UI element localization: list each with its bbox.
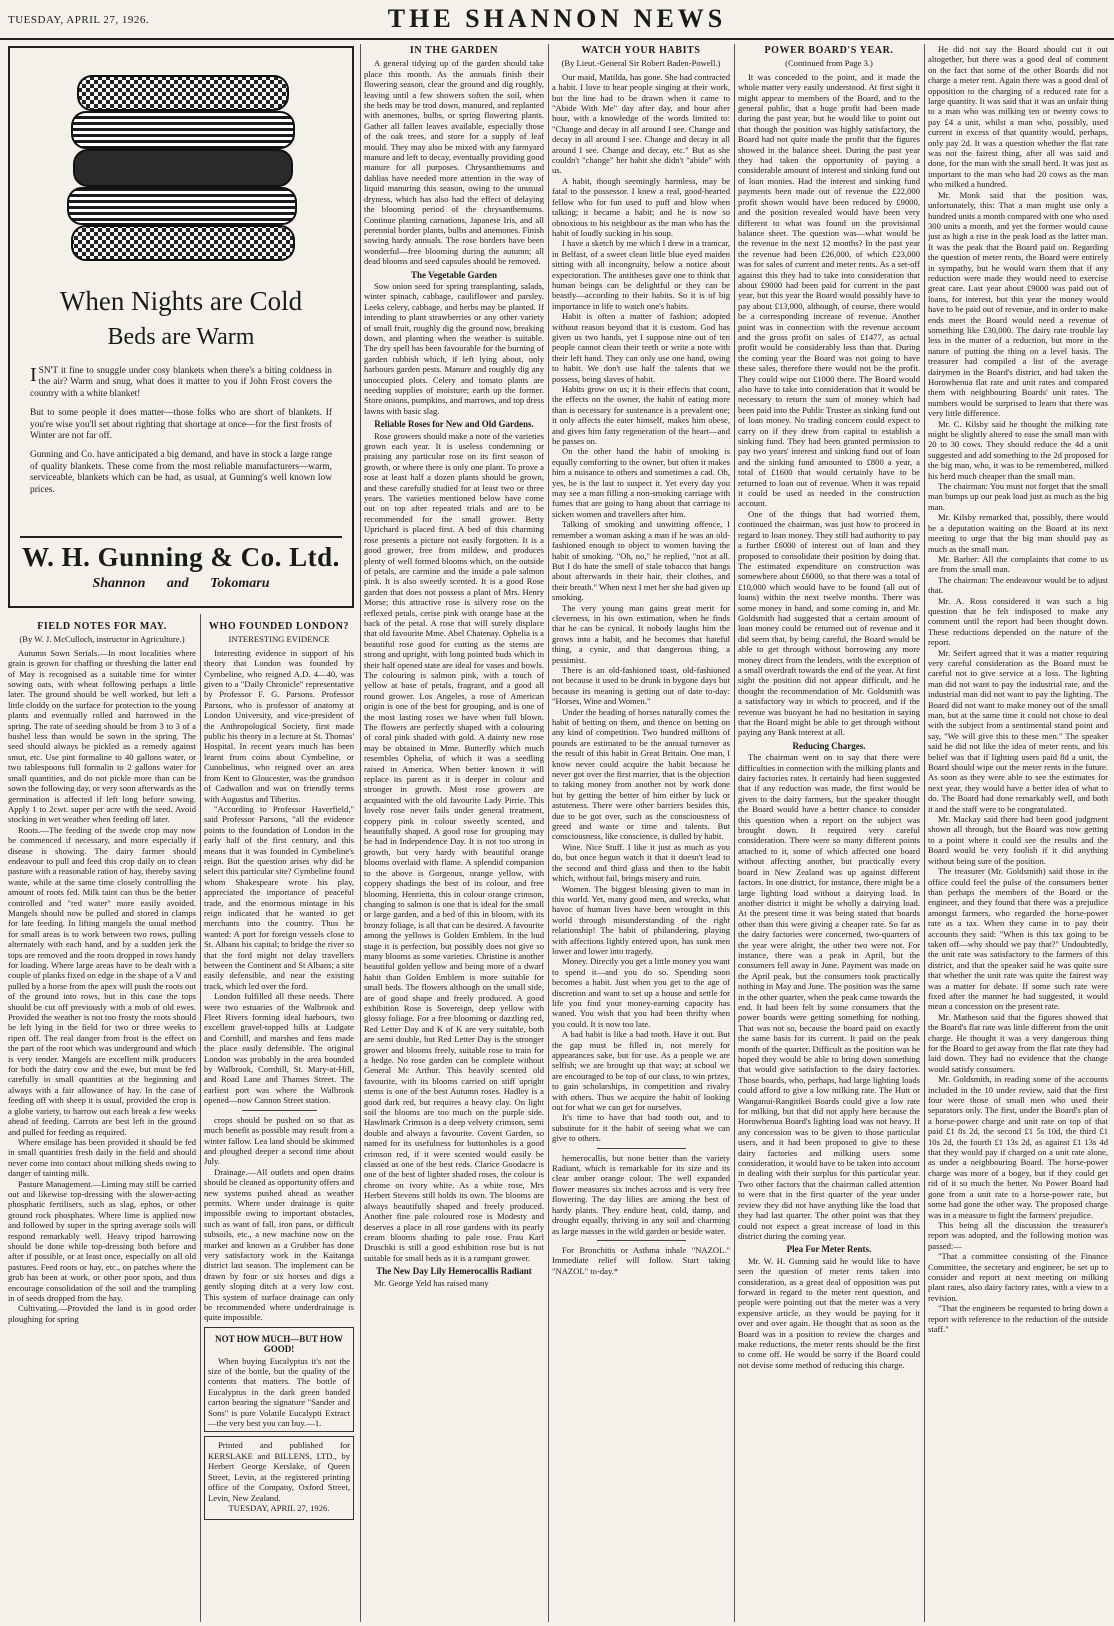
paragraph: London fulfilled all these needs. There were two estuaries of the Walbrook and Fleet Rivers forming ideal harbours, two excellent gravel-topped hills at Ludgate and Cornhill, and marshes and fens made the place easily defensible. The original London was probably in the area bounded by Walbrook, Cornhill, St. Mary-at-Hill, and Road Lane and Thames Street. The earliest port was where the Walbrook opened—now Cannon Street station. — [204, 991, 354, 1106]
paragraph: "That the engineers be requested to bring down a report with reference to the reduction of the outside staff." — [928, 1303, 1108, 1334]
ad-divider — [20, 536, 342, 538]
paragraph: Cultivating.—Provided the land is in good order ploughing for spring — [8, 1303, 196, 1324]
habits-column — [552, 44, 730, 1622]
meter-rents-text: Mr. W. H. Gunning said he would like to have seen the question of meter rents taken into consideration, as a great deal of opposition was put forward in regard to the meter rent question, and people were pointing out that the meter was a very expensive article, as they would be paying for it over and over again. He thought that as soon as the Board was in a position to review the charges and make reductions, the meter rents should be the first to come off. He would be sorry if the Board could not devise some method of reducing this charge. — [738, 1255, 920, 1370]
paragraph: Mr. Mackay said there had been good judgment shown all through, but the Board was now getting to a point where it could see the results and the Board would be very foolish if it did anything without being sure of the position. — [928, 814, 1108, 866]
column-rule — [734, 44, 735, 1622]
ad-paragraph: Gunning and Co. have anticipated a big demand, and have in stock a large range of quality blankets. These come from the most reliable manufacturers—warm, serviceable, blankets which can be had, as usual, at Gunning's well known low prices. — [30, 450, 332, 495]
paragraph: The chairman: The endeavour would be to adjust that. — [928, 574, 1108, 596]
ad-company-name: W. H. Gunning & Co. Ltd. — [22, 542, 340, 572]
issue-date: TUESDAY, APRIL 27, 1926. — [8, 14, 150, 26]
paragraph: Mr. C. Kilsby said he thought the milking rate might be slightly altered to ease the small man with 20 to 30 cows. They should reduce the 4d a unit suggested and add something to the 2d proposed for the big man, who, it was to be remembered, milked his herd much cheaper than the small man. — [928, 418, 1108, 481]
ad-body — [30, 366, 332, 504]
who-founded-heading: WHO FOUNDED LONDON? — [208, 621, 350, 632]
paragraph: Money. Directly you get a little money you want to spend it—and you do so. Spending soon becomes a habit. Just when you get to the age of discretion and want to set up a house and settle for life you find your money-earning capacity has waned. You wish that you had been thrifty when you could. It is now too late. — [552, 956, 730, 1029]
column-rule — [360, 44, 361, 1622]
power-board-continued-note: (Continued from Page 3.) — [785, 58, 873, 69]
roses-heading: Reliable Roses for New and Old Gardens. — [374, 419, 534, 430]
reducing-charges-body — [738, 752, 920, 1241]
eucalyptus-heading: NOT HOW MUCH—BUT HOW GOOD! — [215, 1333, 343, 1355]
habits-body — [552, 72, 730, 1144]
paragraph: A habit, though seemingly harmless, may be fatal to the possessor. I knew a real, good-hearted fellow who for fun used to puff and blow when talking; it became a habit; and he is now so obnoxious to his neighbour as the man who has the habit of loudly sucking in his soup. — [552, 175, 730, 238]
paragraph: Rose growers should make a note of the varieties grown each year. It is useless condemning or praising any particular rose on its first season of growth, or where there is only one plant. To prove a rose at least half a dozen plants should be grown, and these carefully studied for at least two or three years. The varieties mentioned below have come out on top after repeated trials and are to be recommended for the small grower. Betty Uprichard is placed first. A bed of this charming rose presents a picture not easily forgotten. It is a good grower, free from mildew, and produces plenty of well formed blooms which, on the outside of petals, are carmine and the inside a pale salmon pink. It is also sweetly scented. It is a good Rose garden that does not possess a plant of Mrs. Henry Morse; this attractive rose is silvery rose on the reflexed petals, cerise pink with orange base at the back of the petal. A rose that will surely displace that old favourite Mme. Abel Chatenay. Ophelia is a beautiful rose good for cutting as the stems are strong and upright, with long pointed buds which in their half opened state are ideal for vases and bowls. The colouring is salmon pink, with a touch of yellow at base of petals, fragrant, and a good all round grower. Los Angeles, a rose of American origin is one of the best for grouping, and is one of the most lasting roses we have when full blown. The flowers are perfectly shaped with a colouring of coral pink shaded with gold. A dainty new rose may be obtained in Mme. Butterfly which much resembles Ophelia, of which it was a seedling raised in America. When better known it will replace its parent as it is deeper in colour and stronger in growth. Most rose growers are acquainted with the old favourite Lady Pirrie. This lovely rose never fails under general treatment, coppery pink in colour sweetly scented, and beautifully shaped. A good rose for grouping may be had in Independence Day. It is not too strong in growth, but very hardy with beautiful orange blooms overlaid with flame. A splendid companion to the above is Gorgeous, orange yellow, with coppery shadings the best of its colour, and free blooming. Henrietta, this in colour orange crimson, changing to salmon is one that is ideal for the small or large garden, and a bed of this in bloom, with its bronzy foliage, is all that can be desired. A favourite among the yellows is Golden Emblem. In the bud stage it is perfection, but possibly does not give so many blooms as some varieties. Christine is another beautiful golden yellow and being more of a dwarf habit than Golden Emblem is more suitable for small beds. The flowers although on the small side, are of good shape and freely produced. A good exhibition Rose is Sovereign, deep yellow with glossy foliage. For a free blooming or dazzling red, Red Letter Day and K of K are very suitable, both are semi double, but Red Letter Day is the stronger grower and blooms freely, suitable rose to train for a hedge. No rose garden can be complete without General Mc Arthur. This heavily scented old favourite, with its blooms carried on stiff upright stems is one of the best Autumn roses. Hadley is a good dark red, but requires a heavy clay. On light soil the blooms are too much on the purple side. Hawlmark Crimson is a deep velvety crimson, semi double and always a favourite. Covent Garden, so named for its usefulness for buttonholes is a good crimson red, if it were scented would easily be classed as one of the best reds. Clarice Goodacre is one of the best of lighter shaded roses, the colour is chrome on ivory white. As a white rose, Mrs Herbert Stevens still holds its own. The blooms are always beautifully shaped and freely produced. Another fine pale coloured rose is Modesty and deserves a place in all rose gardens with its pearly cream blooms shading to pale rose. Frau Karl Druschki is still a good exhibition rose but is not suitable for small beds as it is a rampant grower. — [364, 430, 544, 1263]
paragraph: Mr. Goldsmith, in reading some of the accounts included in the 10 under review, said that the first four were those of small men who used their separators only. The first, under the Board's plan of a horse-power charge and unit rate on top of that paid £1 8s 2d, the second £1 5s 10d, the third £1 10s 2d, the fourth £1 13s 2d, as against £1 13s 4d that they would pay if charged on a unit rate alone, as under a neighbouring Board. The horse-power charge was more of a bogey, but if they could get rid of it so much the better. No Power Board had gone from a unit rate to a horse-power rate, but some had gone the other way. The proposed charge was in a measure to fight the farmers' prejudice. — [928, 1074, 1108, 1220]
paragraph: Our maid, Matilda, has gone. She had contracted a habit. I love to hear people singing at their work, but the line had to be drawn when it came to "Abide With Me" day after day, and hour after hour, with a knowledge of the words limited to: "Change and decay in all around I see. Change and decay in all around I see. Change and decay in all around I see. Change and decay, etc." But as she couldn't "change" her habit she didn't "abide" with us. — [552, 71, 730, 176]
section-divider — [597, 1240, 686, 1241]
paragraph: This being all the discussion the treasurer's report was adopted, and the following motion was passed:— — [928, 1219, 1108, 1251]
paragraph: Habit is often a matter of fashion; adopted without reason beyond that it is custom. God has given us two hands, yet I suppose nine out of ten people cannot clean their teeth or write a note with their left hand. They can only use one hand, owing to habit. We don't use half the talents that we possess, being slaves of habit. — [552, 311, 730, 384]
paragraph: Talking of smoking and unwitting offence, I remember a woman asking a man if he was an old-fashioned enough to object to women having the habit of smoking. "Oh, no," he replied, "not at all. But I do hate the smell of stale tobacco that hangs about afterwards in their hair, their clothes, and their breath." When next I met her she had given up smoking. — [552, 519, 730, 603]
power-board-body — [738, 72, 920, 738]
newspaper-title: THE SHANNON NEWS — [387, 4, 727, 33]
paragraph: The very young man gains great merit for cleverness, in his own estimation, when he finds that he can be cynical. It nobody laughs him the grows into a habit, and he becomes that hateful thing, a cynic, and that dangerous thing, a pessimist. — [552, 602, 730, 665]
blanket-advertisement — [8, 46, 354, 608]
eucalyptus-text: When buying Eucalyptus it's not the size of the bottle, but the quality of the contents that matters. The bottle of Eucalyptus in the dark green banded carton bearing the signature "Sander and Sons" is pure Volatile Eucalypti Extract—the very best you can buy.—1. — [208, 1355, 350, 1429]
garden-body — [364, 58, 544, 266]
paragraph: It's time to have that bad tooth out, and to substitute for it the habit of seeing what we can give to others. — [552, 1112, 730, 1144]
nazol-notice: For Bronchitis or Asthma inhale "NAZOL." Immediate relief will follow. Start taking "NAZOL" to-day.* — [552, 1244, 730, 1276]
ad-paragraph: But to some people it does matter—those folks who are short of blankets. If you're wise you'll set about righting that shortage at once—for the first frosts of Winter are not far off. — [30, 408, 332, 442]
power-board-continued-column — [928, 44, 1108, 1622]
imprint-text: Printed and published for KERSLAKE and BILLENS, LTD., by Herbert George Kerslake, of Queen Street, Levin, at the registered printing office of the Company, Oxford Street, Levin, New Zealand. — [208, 1440, 350, 1503]
paragraph: A bad habit is like a bad tooth. Have it out. But the gap must be filled in, not merely for appearances sake, but for use. As a people we are selfish; we are brought up that way; at school we are encouraged to be top of our class, to win prizes, to gain scholarships, in competition and rivalry with others. Thus we acquire the habit of looking out for what we can get for ourselves. — [552, 1029, 730, 1113]
roses-body — [364, 431, 544, 1264]
field-notes-byline: (By W. J. McCulloch, instructor in Agriculture.) — [19, 634, 185, 645]
field-notes-column — [8, 620, 196, 1622]
power-board-heading: POWER BOARD'S YEAR. — [764, 45, 894, 56]
paragraph: It was conceded to the point, and it made the whole matter very easily understood. At first sight it might appear to members of the Board, and to the general public, that a huge profit had been made during the past year, but he would like to point out that though the position was highly satisfactory, the Board had not quite made the profit that the figures showed in the balance sheet. During the past year they had taken the opportunity of paying a considerable amount of interest and sinking fund out of loan monies. Had the interest and sinking fund payments been made out of revenue the £22,000 profit shown would have been reduced by £9000, and the position revealed would have been very different to what was found on the provisional balance sheet. The question was—what would be the revenue in the next 12 months? In the past year the revenue had been £26,000, of which £23,000 was for sales of current and meter rents. As a set-off against this they had to take into consideration that about £9000 had been paid for current in the past year, but this year the Board would possibly have to pay about £13,000, although, of course, there would be a corresponding increase of revenue. Another point was in connection with the revenue account and the gross profit on sales of £1477, as actual profit would be considerably less than that. During the coming year the Board was not going to have these sales, therefore there would not be the profit. They could wipe out £1000 there. The Board would also have to take into consideration that it would be necessary to return the sum of money which had been paid into the Public Trustee as sinking fund out of loan money. No trading concern could expect to carry on if they drew from capital to establish a sinking fund. They had been granted permission to pay two years' interest and sinking fund out of loan and the sinking fund amounted to £800 a year, a total of £1600 that would certainly have to be returned to loan out of revenue. When it was repaid it could be used as needed in the construction account. — [738, 71, 920, 509]
paragraph: The chairman: You must not forget that the small man bumps up our peak load just as much as the big man. — [928, 481, 1108, 512]
paragraph: Where ensilage has been provided it should be fed in small quantities fresh daily in the field and should never come into contact about milking sheds owing to danger of tainting milk. — [8, 1136, 196, 1179]
column-rule — [548, 44, 549, 1622]
paragraph: Women. The biggest blessing given to man in this world. Yet, many good men, and wrecks, what havoc of human lives have been wrought in this world through misunderstanding of the right relationship! The habit of philandering, playing with affections lightly entered upon, has sunk men lower and lower into tragedy. — [552, 883, 730, 956]
reducing-charges-heading: Reducing Charges. — [792, 740, 866, 751]
field-notes-body — [8, 648, 196, 1324]
vegetable-garden-heading: The Vegetable Garden — [410, 269, 497, 280]
garden-heading: IN THE GARDEN — [409, 45, 499, 56]
section-divider — [242, 1110, 317, 1111]
paragraph: On the other hand the habit of smoking is equally comforting to the owner, but often it makes him a nuisance to others and sometimes a cad. Oh, yes, he is the last to suspect it. Yet every day you may see a man filling a non-smoking carriage with fumes that are going to hang about that carriage to sicken women and travellers after him. — [552, 446, 730, 519]
paragraph: The treasurer (Mr. Goldsmith) said those in the office could feel the pulse of the consumers better than perhaps the members of the Board or the engineer, and they found that there was a prejudice amongst farmers, who regarded the horse-power rate as a tax. When they came in to pay their accounts they said: "When is this tax going to be taken off—why should we pay that?" Undoubtedly, the unit rate was satisfactory to the farmers of this district, and that the speaker said he was quite sure that whether the unit rate was quite the fairest way was a matter for debate. If some such rate were fixed after the manner he had suggested, it would mean a concession on the present rate. — [928, 866, 1108, 1012]
who-founded-column — [204, 620, 354, 1622]
ad-paragraph: ISN'T it fine to snuggle under cosy blankets when there's a biting coldness in the air? Warm and snug, what does it matter to you if John Frost covers the country with a white blanket! — [30, 364, 332, 399]
paragraph: He did not say the Board should cut it out altogether, but there was a good deal of comment on the fact that some of the other Boards did not charge a meter rent. Again there was a good deal of opposition to the charging of a reduced rate for a large quantity. It was said that it was an unfair thing to a man who was milking ten or twenty cows to pay £4 a unit, whilst a man who, possibly, used current in excess of that quantity would, perhaps, only pay 2d. It was a question whether the flat rate was not the fairest thing, after all was said and done, for the man with the small herd. It was just as important to the man who had 20 cows as the man who milked a hundred. — [928, 44, 1108, 190]
paragraph: A general tidying up of the garden should take place this month. As the annuals finish their flowering season, clear the ground and dig roughly, leaving until a few showers soften the soil, when the beds may be trod down, manured, and replanted with anemones, bulbs, or spring flowering plants. Gather all fallen leaves available, especially those of the oak trees, and store for a supply of leaf mould. They may also be mixed with any farmyard manure and left to decay, eventually providing good manure for all purposes. Chrysanthemums and dahlias have needed more attention in the way of liquid manuring this season, owing to the unusual dryness, which has also had the effect of delaying the blooming period of the chrysanthemums. Continue planting carnations, Japanese Iris, and all perennial border plants, bulbs and anemones. Finish sowing hardy annuals. The rose borders have been wonderful—free blooming during the autumn; all dead blooms and seed capsules should be removed. — [364, 58, 544, 267]
masthead — [0, 0, 1114, 40]
paragraph: Mr. Seifert agreed that it was a matter requiring very careful consideration as the Board must be careful not to give service at a loss. The lighting man did not want to pay the industrial rate, and the industrial man did not want to pay the lighting. The Board did not want to make money out of the small man, but at the same time it could not chose to deal with the subject from a sentimental stand point and say, "We will give this to these men." The speaker said he did not like the idea of meter rents, and his belief was that if lighting users paid 8d a unit, the Board should wipe out the meter rents in the future. As soon as they were able to see the estimates for next year, they would have a better idea of what to do. The Board had done remarkably well, and both it and the staff were to be congratulated. — [928, 647, 1108, 814]
paragraph: Habits grow on us; it is their effects that count, the effects on the owner, the habit of eating more than is necessary for sustenance is a prevalent one; it only affects the eater himself, makes him obese, and gives him fatty regeneration of the heart—and he passes on. — [552, 384, 730, 447]
paragraph: Wine. Nice Stuff. I like it just as much as you do, but once begun watch it that it doesn't lead to the second and third glass and then to the habit which, without fail, brings misery and ruin. — [552, 841, 730, 884]
who-founded-subheading: INTERESTING EVIDENCE — [228, 634, 330, 645]
power-board-column — [738, 44, 920, 1622]
ad-subheadline: Beds are Warm — [107, 324, 255, 350]
paragraph: Mr. A. Ross considered it was such a big question that he felt indisposed to make any comment until the report had been thought down. These reductions depended on the nature of the report. — [928, 595, 1108, 648]
paragraph: Mr. Monk said that the position was, unfortunately, this: That a man might use only a hundred units a month compared with one who used 300 units a month, and yet the former would cause just as high a rise in the peak load as the latter man. It was the peak that the Board paid on. Regarding the question of meter rents, the Board were entirely in sympathy, but he would warn them that if any reduction were made they would need to exercise great care. Last year about £9000 was paid out of loans, for interest, but this year the money would have to be paid out of revenue, and in order to make ends meet the Board would need a revenue of something like £30,000. The dairy rate trouble lay less in the matter of a reduction, but more in the nature of putting the thing on a level basis. The treasurer had compiled a list of the average dairymen in the Board's district, and had taken the Horowhenua flat rate and unit rates and compared them with neighbouring Boards' unit rates. The numbers would be surprised to learn that there was very little difference. — [928, 189, 1108, 419]
paragraph: "According to Professor Haverfield," said Professor Parsons, "all the evidence points to the foundation of London in the early half of the first century, and this means that it was founded in Cymbeline's reign. But the question arises why did he select this particular site? Cymbeline found whom Shakespeare wrote his play, appreciated the importance of peaceful trade, and the enormous mintage in his reign indicated that he wanted to get merchants into the country. Thus he wanted: A port for foreign vessels close to St. Albans his capital; to bridge the river so that the ford might not delay travellers between the Continent and St Albans; a site easily defensible, and near the existing track, which led over the ford. — [204, 803, 354, 991]
meter-rents-heading: Plea For Meter Rents. — [786, 1244, 872, 1255]
paragraph: Drainage.—All outlets and open drains should be cleaned as opportunity offers and new systems pushed ahead as weather permits. Where under drainage is quite impossible owing to important obstacles, such as want of fall, iron pans, or difficult subsoils, etc., a new machine now on the market and known as a Grubber has done very satisfactory work in the Kaitanga district last season. The implement can be drawn by four or six horses and digs a gently sloping ditch at a very low cost. This system of surface drainage can only be recommended where underdrainage is quite impossible. — [204, 1166, 354, 1323]
column-rule — [924, 44, 925, 1622]
day-lily-heading: The New Day Lily Hemerocallis Radiant — [376, 1266, 532, 1277]
day-lily-text: Mr. George Yeld has raised many — [374, 1277, 489, 1288]
paragraph: Autumn Sown Serials.—In most localities where grain is grown for chaffing or threshing the latter end of May is recognised as a suitable time for winter sowing oats, with wheat following perhaps a little later. The ground should be well worked, but left a little cloddy on the surface for protection to the young plants and eventually rolled and harrowed in the spring. The rate of seeding should be from 3 to 3 of a bushel less than would be sown in the spring. The seed should always be pickled as a remedy against smut, etc. Use pint formaline to 40 gallons water, or two tablespoons full formalin to 2 gallons water for small quantities, and do not pickle more than can be sown the following day, or very soon afterwards as the germination is affected if left long before sowing. Apply 1 to 2cwt. super per acre with the seed. Avoid stocking in wet weather when feeding off later. — [8, 647, 196, 825]
paragraph: "That a committee consisting of the Finance Committee, the secretary and engineer, be set up to consider and report at next meeting on milking plant rates, also dairy factory rates, with a view to a revision. — [928, 1251, 1108, 1303]
paragraph: One of the things that had worried them, continued the chairman, was just how to proceed in regard to loan money. They still had authority to pay a further £6000 of interest out of loan and they proposed to consolidate their position by doing that. The estimated expenditure on construction was somewhere about £6000, so that there was a total of £10,000 which would have to be found (all out of loans) within the next twelve months. There was some money in hand, and some coming in, and Mr. Goldsmith had suggested that a certain amount of loan money could be returned out of revenue and it did seem that, by being careful, the Board would be able to get through without borrowing any more money direct from the lenders, with the exception of a small overdraft towards the end of the year. At first sight the position did not appear difficult, and he thought the recommendation of Mr. Goldsmith was a satisfactory way in which to proceed, and if the revenue was buoyant he had no hesitation in saying that the Board might be able to get through without paying any Bank interest at all. — [738, 508, 920, 738]
paragraph: Mr. Kilsby remarked that, possibly, there would be a deputation waiting on the Board at its next meeting to urge that the big man should pay as much as the small man. — [928, 512, 1108, 554]
paragraph: crops should be pushed on so that as much benefit as possible may result from a winter fallow. Lea land should be skimmed and ploughed deeper a second time about July. — [204, 1114, 354, 1167]
printer-imprint — [204, 1436, 354, 1520]
section-divider — [597, 1148, 686, 1149]
paragraph: Mr. Barber: All the complaints that come to us are from the small man. — [928, 553, 1108, 575]
column-rule — [200, 614, 201, 1622]
habits-heading: WATCH YOUR HABITS — [581, 45, 701, 56]
blanket-stack-illustration — [58, 68, 308, 268]
garden-column — [364, 44, 544, 1622]
habits-byline: (By Lieut.-General Sir Robert Baden-Powell.) — [561, 58, 721, 69]
paragraph: Interesting evidence in support of his theory that London was founded by Cymbeline, who reigned A.D. 4—40, was given to a "Daily Chronicle" representative by Professor F. G. Parsons. Professor Parsons, who is professor of anatomy at London University, and vice-president of the Anthropological Society, first made public his theory in a lecture at St. Thomas' Hospital. In recent years much has been learnt from coins about Cymbeline, or Cunobelinus, who reigned over an area from Kent to Gloucester, was the grandson of Cadwallon and was on friendly terms with Augustus and Tiberius. — [204, 647, 354, 804]
paragraph: Under the heading of horses naturally comes the habit of betting on them, and thence on betting on any kind of competition. Two hundred millions of pounds are estimated to be the annual turnover as the result of this habit in Great Britain. One man, I know never could acquire the habit because he never got over the first marrier, that is the objection to taking money from another not by work done but by getting the better of him either by luck or astuteness. There were other barriers besides this, due to be got over, such as the consciousness of greed and waste or time and talents. But consciousness, like conscience, is dulled by habit. — [552, 706, 730, 842]
paragraph: Mr. Matheson said that the figures showed that the Board's flat rate was little different from the unit charge. He thought it was a very dangerous thing for the Board to get away from the flat rate they had laid down. They had no evidence that the change would satisfy consumers. — [928, 1011, 1108, 1074]
field-notes-heading: FIELD NOTES FOR MAY. — [37, 621, 167, 632]
imprint-date: TUESDAY, APRIL 27, 1926. — [228, 1502, 330, 1513]
paragraph: I have a sketch by me which I drew in a tramcar, in Belfast, of a sweet clean little blue eyed maiden sitting with all incongruity, below a notice about expectoration. The antitheses gave one to think that human beings can be delightful or they can be beastly—according to their habits. So it is of big importance in life to watch one's habits. — [552, 238, 730, 311]
vegetable-garden-text: Sow onion seed for spring transplanting, salads, winter spinach, cabbage, cauliflower and parsley. Leeks celery, cabbage, and herbs may be planted. If intending to plant strawberries or any other variety of small fruit, roughly dig the ground now, breaking down, and planting when the weather is suitable. The dry spell has been favourable for the burning of garden rubbish which, if left lying about, only harbours garden pests. Manure and roughly dig any unoccupied plots. Celery and tomato plants are needing supplies of moisture; earth up the former. Store onions, pumpkins, and marrows, and top dress lawns with basic slag. — [364, 280, 544, 416]
paragraph: The chairman went on to say that there were difficulties in connection with the milking plants and dairy factories rates. It certainly had been suggested that if any reduction was made, the first would be given to the dairy farmers, but the speaker thought the Board would have a better chance to consider this question when a report on the subject was brought down. It required very careful consideration. There were so many different points attached to it, some of which affected one board without affecting another, but practically every board in New Zealand was up against different factors. In one district, for instance, there might be a large lighting load without a dairying load. In another district it might be wholly a dairying load. At the present time it was being stated that boards other than this were giving a cheaper rate. So far as the dairy factories were concerned, two-quarters of the year were alright, the other two were not. For instance, there was a peak in April, but the consumers fell away in June. Payment was made on the April peak, but the consumers took practically nothing in May and June. The position was the same in the other quarter, when the peak came towards the end. It had been felt by some consumers that the power boards were getting something for nothing. That was not so, because the board paid on exactly the same basis for its current. It paid on the peak month of the quarter. Difficult as the position was he hoped they would be able to bring down something that would give satisfaction to the dairy factories. Those boards, who, perhaps, had large lighting loads could afford to give a low milking rate. The Hutt or Wanganui-Rangitikei Boards could give a low rate for milking, but that did not apply here because the Horowhenua Board's lighting load was not heavy. If any concession was to be given to those particular users, and it had been proposed to give to these dairy factories and milking users some consideration, it would have to be taken into account in dealing with their surplus for this particular year. Two other factors that the chairman called attention to were that in the first quarter of the year under review they did not have anything like the load that they had last quarter. The other point was that they could not expect a great increase of load in this district during the coming year. — [738, 752, 920, 1241]
eucalyptus-notice — [204, 1327, 354, 1433]
ad-locations: Shannon and Tokomaru — [92, 576, 270, 591]
ad-headline: When Nights are Cold — [59, 286, 303, 316]
paragraph: Pasture Management.—Liming may still be carried out and likewise top-dressing with the slower-acting phosphatic fertilisers, such as slag, ephos, or other ground rock phosphates. Where lime is applied now and followed by super in the spring average soils will respond remarkably well. Heavy tripod harrowing should be done while top-dressing both before and after if possible, or at least once, especially on all old pastures. Feed roots or hay, etc., on patches where the grub has been at work, or other poor spots, and thus encourage consolidation of the soil and the trampling in of seeds dropped from the hay. — [8, 1178, 196, 1303]
paragraph: There is an old-fashioned toast, old-fashioned not because it used to be drunk in bygone days but because its meaning is getting out of date to-day: "Horses, Wine and Women." — [552, 664, 730, 707]
who-founded-body — [204, 648, 354, 1106]
field-notes-continued — [204, 1115, 354, 1323]
power-board-continued-body — [928, 44, 1108, 1334]
day-lily-continued: hemerocallis, but none better than the variety Radiant, which is remarkable for its size and its clear amber orange colour. The well expanded flower measures six inches across and is very free flowering. The day lilies are among the best of hardy plants. They endure heat, cold, damp, and drought equally, thriving in any soil and charming as large masses in the wild garden or beside water. — [552, 1152, 730, 1236]
paragraph: Roots.—The feeding of the swede crop may now be commenced if necessary, and more especially if disease is showing. The dairy farmer should endeavour to pull and feed this crop daily on to clean pasture with a reasonable ration of hay, thereby saving waste, while at the same time closely controlling the amount of roots fed. Milk taint can thus be the better controlled and "red water" more easily avoided. Mangels should now be pulled and stored in clamps for late feeding. In lifting mangels the usual method for small areas is to work between two rows, pulling alternately with each hand, and by a sudden jerk the tops are removed and the roots dropped in rows handy for loading. Where large areas have to be dealt with a couple of planks fixed on edge in the shape of a V and pulled by a horse from the apex will push the roots out of the ground into rows, but in this case the tops should be cut off previously with a mob of old ewes. Provided the weather is not too frosty the roots should be left lying in the field for two or three weeks to ripen off. The real danger from frost is the effect on the part of the root which was underground and which is very tender. Mangels are excellent milk producers for both the dairy cow and the ewe, but must be fed carefully in small quantities at the beginning and always with a fair allowance of hay. In the case of feeding off with sheep it is usual, provided the crop is a globe variety, to harrow out each break a few weeks ahead of feeding. Carrots are best left in the ground and pulled for feeding as required. — [8, 824, 196, 1137]
